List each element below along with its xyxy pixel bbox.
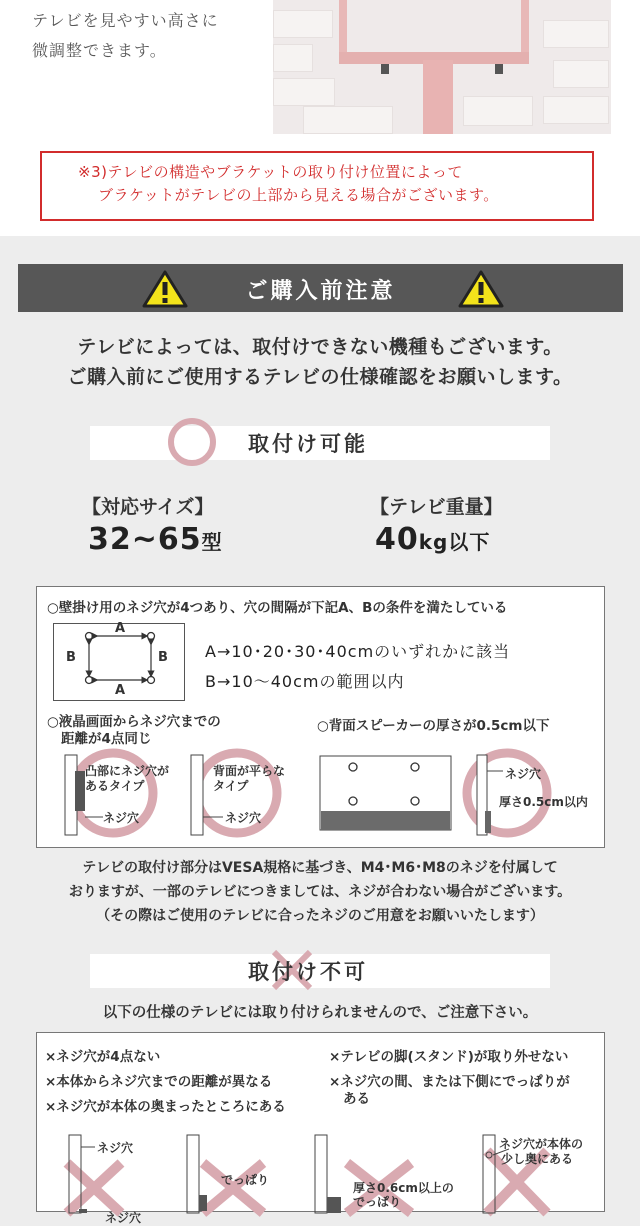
label-b-left: B: [66, 650, 76, 665]
condition-speaker: ○背面スピーカーの厚さが0.5cm以下: [317, 718, 550, 734]
condition-holes: ○壁掛け用のネジ穴が4つあり、穴の間隔が下記A、Bの条件を満たしている: [47, 600, 508, 616]
ng-item: ×ネジ穴の間、または下側にでっぱりが: [329, 1074, 570, 1090]
warning-icon: [458, 269, 504, 309]
screw-hole-label: ネジ穴: [103, 811, 140, 825]
ng-lead: 以下の仕様のテレビには取り付けられませんので、ご注意下さい。: [102, 1005, 538, 1021]
ng-fig-label: ネジ穴が本体の 少し奥にある: [499, 1137, 584, 1166]
ng-conditions-box: [36, 1032, 605, 1225]
vesa-note: テレビの取付け部分はVESA規格に基づき、M4･M6･M8のネジを付属して おりますが、一部のテレビにつきましては、ネジが合わない場合がございます。 （その際はご使用のテレビに合ったネジのご用意をお願いいたします）: [68, 860, 572, 924]
size-label: 【対応サイズ】: [82, 496, 214, 518]
condition-b: B→10〜40cmの範囲以内: [205, 672, 405, 691]
ng-item: ×本体からネジ穴までの距離が異なる: [45, 1074, 273, 1090]
top-section: [0, 0, 640, 236]
tv-stand-photo: [273, 0, 611, 134]
circle-ok-icon: [168, 418, 216, 466]
ng-fig-label: 厚さ0.6cm以上の でっぱり: [353, 1181, 454, 1209]
ok-conditions-box: [36, 586, 605, 848]
ok-title: 取付け可能: [248, 432, 368, 456]
size-value: 32~65型: [88, 522, 223, 557]
speaker-back-figure: [319, 755, 453, 833]
caution-banner: [18, 264, 623, 312]
ng-item: ×ネジ穴が本体の奥まったところにある: [45, 1099, 286, 1115]
weight-label: 【テレビ重量】: [370, 496, 503, 518]
ng-fig-label: でっぱり: [221, 1173, 270, 1187]
weight-value: 40kg以下: [375, 522, 491, 557]
label-a-bottom: A: [115, 683, 126, 698]
condition-distance: ○液晶画面からネジ穴までの 距離が4点同じ: [47, 714, 221, 747]
banner-title: ご購入前注意: [245, 279, 396, 304]
label-b-right: B: [158, 650, 168, 665]
intro-text: テレビを見やすい高さに 微調整できます。: [32, 11, 219, 60]
bolt-icon: [495, 64, 503, 74]
ng-fig-label: ネジ穴: [97, 1141, 134, 1155]
bolt-icon: [381, 64, 389, 74]
caution-lead: テレビによっては、取付けできない機種もございます。 ご購入前にご使用するテレビの仕様確認をお願いします。: [67, 336, 573, 388]
condition-a: A→10･20･30･40cmのいずれかに該当: [205, 642, 511, 661]
ng-item: ×テレビの脚(スタンド)が取り外せない: [329, 1049, 569, 1065]
screw-hole-label: ネジ穴: [225, 811, 262, 825]
vesa-diagram: [53, 623, 185, 701]
screw-hole-label: ネジ穴: [505, 767, 542, 781]
thickness-label: 厚さ0.5cm以内: [499, 795, 588, 809]
type-flat-label: 背面が平らな タイプ: [213, 764, 286, 793]
label-a-top: A: [115, 621, 126, 636]
type-protrusion-label: 凸部にネジ穴が あるタイプ: [85, 764, 170, 793]
ng-fig-label: ネジ穴: [105, 1211, 142, 1225]
ng-item: ×ネジ穴が4点ない: [45, 1049, 161, 1065]
ok-subhead: [90, 426, 550, 460]
bracket-note: ※3)テレビの構造やブラケットの取り付け位置によって ブラケットがテレビの上部から見える場合がございます。: [40, 151, 594, 221]
ng-title: 取付け不可: [248, 960, 368, 984]
ng-subhead: [90, 954, 550, 988]
stand-pole: [423, 60, 453, 134]
ng-item-cont: ある: [343, 1091, 370, 1107]
